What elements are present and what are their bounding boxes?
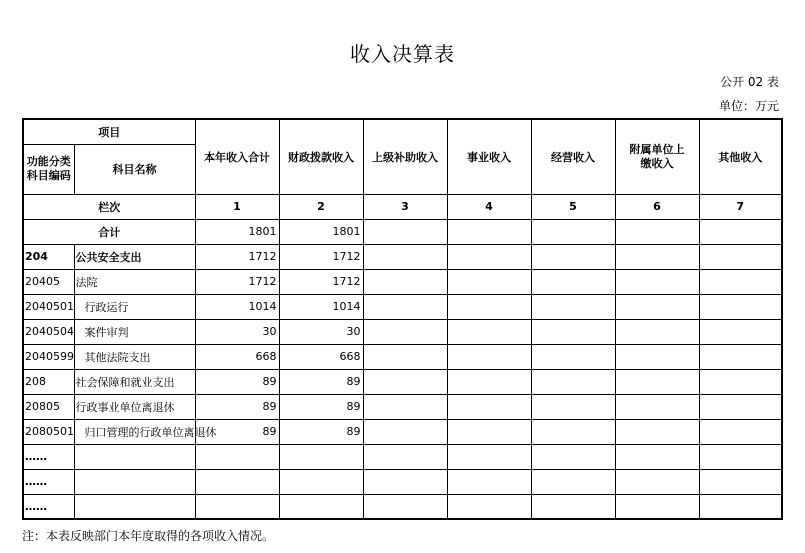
row-value-4: [447, 419, 531, 444]
table-row: [23, 294, 782, 319]
col-index-row: [23, 194, 782, 219]
row-value-2: [279, 444, 363, 469]
row-value-1: 668: [195, 344, 279, 369]
total-label: 合计: [23, 219, 195, 244]
row-value-1: 1712: [195, 269, 279, 294]
header-col-7: 其他收入: [699, 119, 782, 194]
row-value-4: [447, 394, 531, 419]
row-value-4: [447, 319, 531, 344]
row-value-1: [195, 444, 279, 469]
row-code: 20405: [23, 269, 74, 294]
row-name: 公共安全支出: [74, 244, 195, 269]
row-name: [74, 469, 195, 494]
table-row: [23, 419, 782, 444]
total-value-3: [363, 219, 447, 244]
row-value-5: [531, 469, 615, 494]
row-value-1: 30: [195, 319, 279, 344]
header-col-6: 附属单位上缴收入: [615, 119, 699, 194]
total-value-2: 1801: [279, 219, 363, 244]
row-value-7: [699, 269, 782, 294]
row-value-1: 89: [195, 419, 279, 444]
row-value-7: [699, 244, 782, 269]
header-col-3: 上级补助收入: [363, 119, 447, 194]
header-col-1: 本年收入合计: [195, 119, 279, 194]
row-code: 2040599: [23, 344, 74, 369]
row-value-2: 1014: [279, 294, 363, 319]
row-name: 案件审判: [74, 319, 195, 344]
header-col-2: 财政拨款收入: [279, 119, 363, 194]
row-value-1: 1712: [195, 244, 279, 269]
header-row-1: [23, 119, 782, 144]
col-index-5: 5: [531, 194, 615, 219]
revenue-table: [22, 118, 783, 520]
row-value-5: [531, 244, 615, 269]
col-index-7: 7: [699, 194, 782, 219]
row-value-6: [615, 269, 699, 294]
row-name: [74, 494, 195, 519]
row-value-7: [699, 319, 782, 344]
footnote: 注：本表反映部门本年度取得的各项收入情况。: [22, 529, 275, 543]
row-value-6: [615, 369, 699, 394]
row-value-5: [531, 394, 615, 419]
col-index-6: 6: [615, 194, 699, 219]
row-value-1: 89: [195, 394, 279, 419]
row-value-3: [363, 369, 447, 394]
row-value-5: [531, 269, 615, 294]
total-value-4: [447, 219, 531, 244]
row-code: ……: [23, 494, 74, 519]
row-value-4: [447, 494, 531, 519]
total-value-5: [531, 219, 615, 244]
table-row: [23, 444, 782, 469]
row-value-7: [699, 469, 782, 494]
row-value-7: [699, 294, 782, 319]
row-value-6: [615, 319, 699, 344]
row-code: 204: [23, 244, 74, 269]
row-value-6: [615, 244, 699, 269]
row-value-2: [279, 469, 363, 494]
total-value-6: [615, 219, 699, 244]
row-value-2: [279, 494, 363, 519]
header-item: 项目: [23, 119, 195, 144]
row-value-6: [615, 494, 699, 519]
row-value-6: [615, 294, 699, 319]
row-value-3: [363, 494, 447, 519]
row-value-3: [363, 344, 447, 369]
row-code: ……: [23, 469, 74, 494]
row-value-2: 1712: [279, 244, 363, 269]
row-value-1: [195, 494, 279, 519]
table-row: [23, 469, 782, 494]
row-code: 2040504: [23, 319, 74, 344]
table-row: [23, 494, 782, 519]
table-row: [23, 369, 782, 394]
row-value-2: 668: [279, 344, 363, 369]
row-value-7: [699, 344, 782, 369]
row-value-5: [531, 494, 615, 519]
header-func-code: 功能分类科目编码: [23, 144, 74, 194]
row-value-3: [363, 294, 447, 319]
row-value-7: [699, 494, 782, 519]
page-title: 收入决算表: [350, 42, 455, 66]
table-row: [23, 344, 782, 369]
form-number: 公开 02 表: [720, 75, 779, 89]
row-value-3: [363, 244, 447, 269]
header-col-5: 经营收入: [531, 119, 615, 194]
row-value-4: [447, 344, 531, 369]
total-row: [23, 219, 782, 244]
row-value-6: [615, 469, 699, 494]
row-name: 其他法院支出: [74, 344, 195, 369]
total-value-1: 1801: [195, 219, 279, 244]
row-value-1: [195, 469, 279, 494]
row-value-3: [363, 444, 447, 469]
row-value-5: [531, 344, 615, 369]
row-value-2: 89: [279, 394, 363, 419]
row-value-2: 1712: [279, 269, 363, 294]
row-name: 行政运行: [74, 294, 195, 319]
row-value-6: [615, 344, 699, 369]
row-value-5: [531, 444, 615, 469]
row-name: 法院: [74, 269, 195, 294]
row-value-7: [699, 444, 782, 469]
data-rows: [23, 244, 782, 519]
row-name: 行政事业单位离退休: [74, 394, 195, 419]
row-name: 归口管理的行政单位离退休: [74, 419, 195, 444]
row-code: 20805: [23, 394, 74, 419]
row-value-2: 89: [279, 369, 363, 394]
table-row: [23, 244, 782, 269]
row-code: ……: [23, 444, 74, 469]
header-subject-name: 科目名称: [74, 144, 195, 194]
table-row: [23, 269, 782, 294]
col-index-1: 1: [195, 194, 279, 219]
row-value-5: [531, 319, 615, 344]
row-code: 2080501: [23, 419, 74, 444]
row-value-4: [447, 444, 531, 469]
row-code: 208: [23, 369, 74, 394]
row-value-7: [699, 419, 782, 444]
row-value-3: [363, 469, 447, 494]
col-index-2: 2: [279, 194, 363, 219]
row-value-2: 30: [279, 319, 363, 344]
row-value-5: [531, 419, 615, 444]
row-name: 社会保障和就业支出: [74, 369, 195, 394]
row-value-4: [447, 269, 531, 294]
row-value-6: [615, 394, 699, 419]
col-index-label: 栏次: [23, 194, 195, 219]
row-value-7: [699, 394, 782, 419]
row-value-2: 89: [279, 419, 363, 444]
row-value-3: [363, 269, 447, 294]
row-value-3: [363, 319, 447, 344]
header-col-4: 事业收入: [447, 119, 531, 194]
total-value-7: [699, 219, 782, 244]
row-code: 2040501: [23, 294, 74, 319]
row-value-4: [447, 469, 531, 494]
row-value-6: [615, 419, 699, 444]
unit-label: 单位：万元: [718, 99, 779, 113]
row-value-4: [447, 369, 531, 394]
row-name: [74, 444, 195, 469]
row-value-1: 1014: [195, 294, 279, 319]
row-value-4: [447, 294, 531, 319]
row-value-3: [363, 394, 447, 419]
row-value-5: [531, 294, 615, 319]
col-index-4: 4: [447, 194, 531, 219]
row-value-3: [363, 419, 447, 444]
row-value-6: [615, 444, 699, 469]
row-value-5: [531, 369, 615, 394]
table-row: [23, 394, 782, 419]
row-value-4: [447, 244, 531, 269]
row-value-7: [699, 369, 782, 394]
table-row: [23, 319, 782, 344]
row-value-1: 89: [195, 369, 279, 394]
col-index-3: 3: [363, 194, 447, 219]
